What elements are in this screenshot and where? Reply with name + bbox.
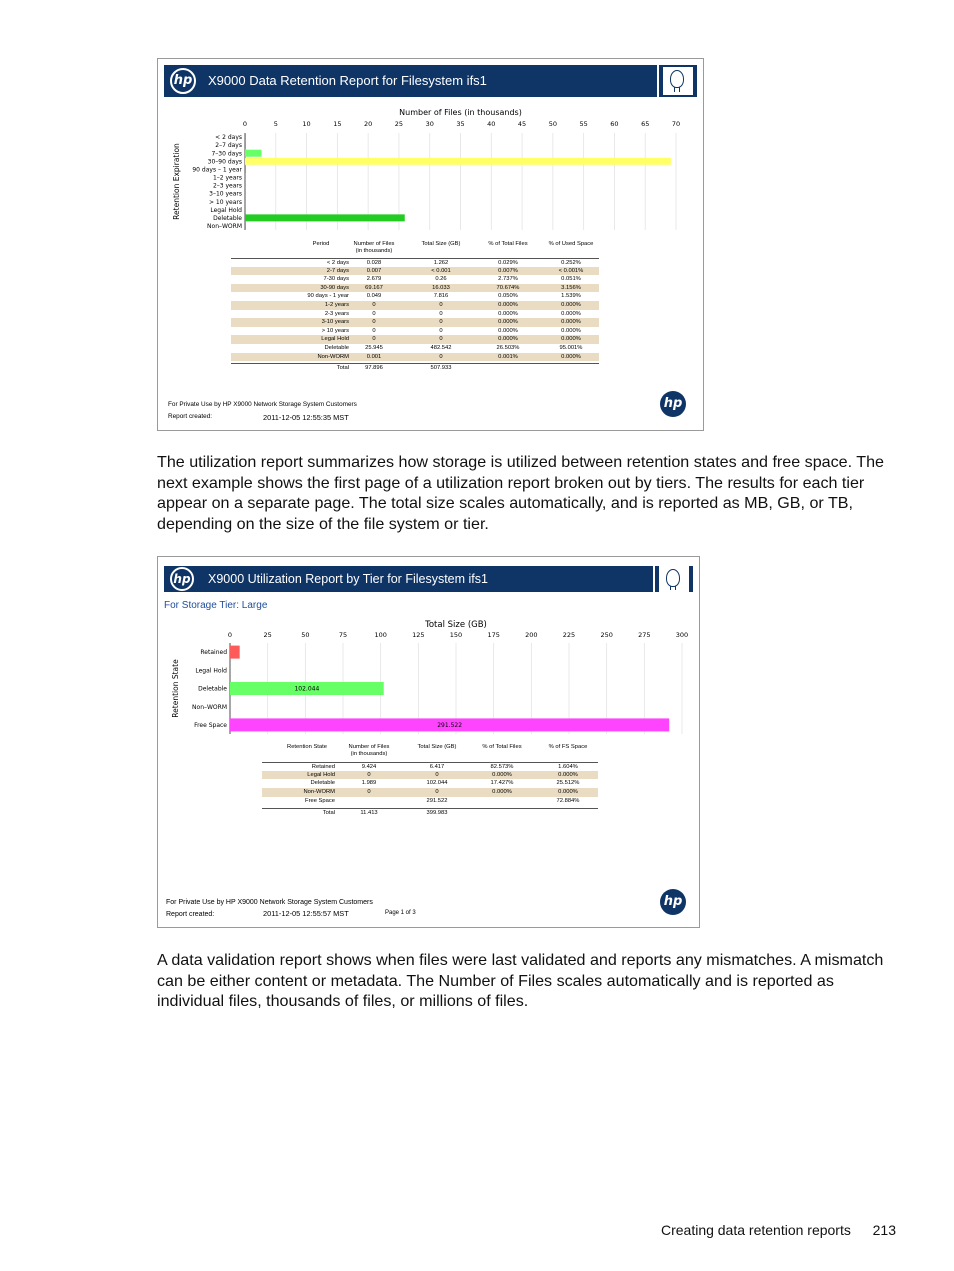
table-cell: 2.679 — [366, 276, 382, 283]
table-cell: 0.051% — [561, 276, 581, 283]
table-cell: 0 — [435, 789, 439, 796]
table-row — [231, 301, 599, 310]
utilization-paragraph: The utilization report summarizes how storage is utilized between retention states and free space. The next example shows the first page of a utilization report broken out by tiers. The results for each tier appear on a separate page. The total size scales automatically, and is reported as MB, GB, or TB, depending on the size of the file system or tier. — [157, 453, 884, 533]
table-cell: Free Space — [305, 797, 335, 804]
category-label: > 10 years — [209, 198, 242, 206]
x-tick-label: 125 — [412, 631, 425, 639]
table-cell: 0 — [372, 302, 376, 308]
table-header-cell: % of FS Space — [548, 744, 588, 750]
table-cell: Legal Hold — [307, 771, 335, 778]
data-bar — [245, 222, 246, 229]
table-cell: Non-WORM — [317, 353, 349, 360]
category-label: 7–30 days — [211, 150, 242, 158]
retention-report-figure — [157, 58, 704, 431]
hp-logo-icon: hp — [170, 68, 196, 94]
category-label: Legal Hold — [195, 667, 227, 675]
table-row — [231, 310, 599, 319]
x-tick-label: 55 — [579, 120, 588, 128]
utilization-bar-chart — [158, 557, 699, 737]
category-label: Non–WORM — [192, 703, 227, 711]
table-cell: 3-10 years — [321, 319, 349, 326]
x-tick-label: 50 — [301, 631, 310, 639]
x-tick-label: 20 — [364, 120, 373, 128]
table-row — [231, 318, 599, 327]
x-tick-label: 150 — [449, 631, 463, 639]
table-header-cell: % of Used Space — [548, 241, 594, 247]
x-tick-label: 225 — [562, 631, 576, 639]
x-tick-label: 0 — [227, 631, 233, 639]
x-tick-label: 50 — [548, 120, 557, 128]
table-cell: 291.522 — [426, 797, 448, 804]
table-cell: 0.26 — [435, 276, 447, 283]
table-cell: Non-WORM — [303, 789, 335, 796]
data-bar — [245, 134, 246, 141]
table-cell: 16.033 — [432, 284, 450, 291]
table-header-cell: Number of Files (in thousands) — [353, 241, 395, 254]
table-cell: 0 — [439, 336, 443, 343]
table-total-cell: 97.896 — [365, 365, 383, 372]
x-tick-label: 0 — [242, 120, 248, 128]
data-bar — [245, 166, 246, 173]
data-bar — [245, 214, 405, 221]
table-cell: 25.512% — [556, 780, 580, 787]
validation-paragraph: A data validation report shows when files were last validated and reports any mismatches. A mismatch can be either content or metadata. The Number of Files scales automatically and is reported as individual files, thousands of files, or millions of files. — [157, 951, 884, 1011]
table-cell: 0 — [372, 319, 376, 326]
report-title: X9000 Data Retention Report for Filesystem ifs1 — [208, 73, 487, 88]
table-cell: 0.049 — [366, 293, 382, 300]
table-cell: 0.000% — [498, 310, 518, 317]
chart-title: Total Size (GB) — [425, 620, 487, 630]
x-tick-label: 35 — [456, 120, 465, 128]
table-cell: 0.028 — [366, 260, 382, 266]
table-cell: 0.000% — [561, 353, 581, 360]
table-header-cell: Total Size (GB) — [421, 241, 461, 247]
table-cell: 90 days - 1 year — [307, 293, 349, 300]
table-cell: 0.000% — [561, 302, 581, 308]
utilization-report-figure — [157, 556, 700, 928]
x-tick-label: 5 — [273, 120, 278, 128]
table-row — [231, 344, 599, 353]
x-tick-label: 25 — [394, 120, 404, 128]
category-label: Free Space — [194, 722, 227, 729]
table-header-cell: % of Total Files — [482, 744, 522, 750]
hp-logo-icon: hp — [660, 889, 686, 915]
x-tick-label: 30 — [425, 120, 434, 128]
x-tick-label: 70 — [671, 120, 681, 128]
table-cell: 0 — [439, 310, 443, 317]
private-use-note: For Private Use by HP X9000 Network Storage System Customers — [168, 401, 357, 408]
table-row — [262, 797, 598, 806]
table-cell: 7.816 — [433, 293, 449, 300]
report-created-date: 2011-12-05 12:55:35 MST — [263, 413, 349, 422]
table-total-row — [231, 363, 599, 374]
table-cell: < 2 days — [326, 260, 349, 266]
table-cell: 0.000% — [561, 310, 581, 317]
table-total-cell: 507.933 — [430, 365, 452, 372]
table-cell: 0.050% — [498, 293, 518, 300]
table-cell: 0.000% — [492, 789, 512, 796]
table-cell: 0.252% — [561, 260, 581, 266]
table-cell: 0.000% — [561, 327, 581, 334]
hp-logo-icon: hp — [660, 391, 686, 417]
category-label: 90 days – 1 year — [192, 166, 242, 174]
section-title: Creating data retention reports — [660, 1222, 851, 1238]
table-cell: 0.000% — [558, 789, 578, 796]
table-cell: 7-30 days — [323, 276, 349, 283]
x-tick-label: 15 — [333, 120, 342, 128]
bar-value-label: 102.044 — [294, 685, 320, 693]
report-title: X9000 Utilization Report by Tier for Filesystem ifs1 — [208, 572, 488, 586]
table-cell: 17.427% — [490, 780, 514, 787]
category-label: Deletable — [213, 214, 242, 222]
category-label: < 2 days — [215, 134, 242, 142]
table-header-cell: % of Total Files — [488, 241, 528, 247]
table-cell: 2-7 days — [326, 267, 349, 274]
table-cell: 1.262 — [433, 260, 449, 266]
table-row — [231, 275, 599, 284]
category-label: Non–WORM — [207, 223, 242, 231]
table-cell: 0 — [439, 327, 443, 334]
table-cell: Retained — [311, 764, 335, 770]
x-tick-label: 300 — [675, 631, 689, 639]
table-cell: 1.539% — [561, 293, 581, 300]
category-label: Legal Hold — [210, 206, 242, 214]
table-cell: Legal Hold — [321, 336, 349, 343]
table-row — [231, 267, 599, 276]
table-cell: 69.167 — [365, 284, 383, 291]
table-cell: 0 — [439, 302, 443, 308]
category-label: 2–3 years — [212, 182, 242, 190]
table-cell: 0.007% — [498, 267, 518, 274]
y-axis-title: Retention State — [171, 659, 180, 718]
page-indicator: Page 1 of 3 — [385, 910, 416, 916]
table-cell: 1.989 — [361, 780, 377, 787]
table-row — [231, 284, 599, 293]
table-row — [231, 353, 599, 362]
table-cell: 0.000% — [558, 771, 578, 778]
bar-value-label: 291.522 — [437, 722, 463, 729]
x-tick-label: 40 — [487, 120, 496, 128]
table-cell: Deletable — [310, 780, 335, 787]
table-cell: 30-90 days — [320, 284, 349, 291]
data-bar — [245, 142, 246, 149]
chart-title: Number of Files (in thousands) — [399, 108, 522, 117]
table-row — [262, 771, 598, 780]
table-cell: 2-3 years — [324, 310, 349, 317]
hp-logo-icon: hp — [170, 567, 194, 591]
table-total-cell: 399.983 — [426, 809, 448, 816]
table-cell: 6.417 — [429, 764, 445, 770]
table-cell: 102.044 — [426, 780, 448, 787]
report-created-label: Report created: — [166, 911, 215, 918]
table-cell: 9.424 — [361, 764, 377, 770]
table-cell: 0 — [435, 771, 439, 778]
table-header-cell: Number of Files (in thousands) — [348, 744, 390, 757]
table-cell: 82.573% — [490, 764, 514, 770]
x-tick-label: 100 — [374, 631, 387, 639]
table-cell: 0.000% — [492, 771, 512, 778]
category-label: 2–7 days — [215, 142, 242, 150]
category-label: 3–10 years — [209, 190, 242, 198]
table-header-cell: Retention State — [287, 744, 327, 750]
table-total-row — [262, 808, 598, 819]
retention-bar-chart — [158, 59, 703, 239]
table-cell: 0 — [372, 327, 376, 334]
table-cell: 0.001% — [498, 353, 518, 360]
private-use-note: For Private Use by HP X9000 Network Storage System Customers — [166, 899, 373, 906]
x-tick-label: 60 — [610, 120, 619, 128]
table-cell: 0.000% — [498, 319, 518, 326]
category-label: Deletable — [198, 685, 227, 693]
x-tick-label: 200 — [525, 631, 538, 639]
table-cell: 95.001% — [559, 345, 583, 351]
table-header-cell: Total Size (GB) — [417, 744, 457, 750]
page-number: 213 — [872, 1222, 896, 1238]
table-cell: 2.737% — [498, 276, 518, 283]
page-footer — [661, 1222, 896, 1238]
report-created-label: Report created: — [168, 413, 213, 420]
x-tick-label: 45 — [517, 120, 527, 128]
x-tick-label: 275 — [638, 631, 651, 639]
data-bar — [230, 646, 240, 659]
table-cell: 0.000% — [498, 327, 518, 334]
table-cell: 3.156% — [561, 284, 581, 291]
table-cell: < 0.001 — [431, 267, 451, 274]
x-tick-label: 10 — [302, 120, 311, 128]
utilization-table — [262, 744, 602, 824]
table-cell: 0 — [439, 353, 443, 360]
table-cell: 482.542 — [430, 345, 452, 351]
table-row — [262, 788, 598, 797]
table-cell: 1.604% — [558, 764, 578, 770]
table-cell: 70.674% — [496, 284, 520, 291]
table-cell: > 10 years — [321, 327, 349, 334]
x-tick-label: 25 — [263, 631, 272, 639]
table-cell: < 0.001% — [558, 267, 584, 274]
x-tick-label: 250 — [600, 631, 613, 639]
table-cell: 0.000% — [498, 302, 518, 308]
table-cell: 0.029% — [498, 260, 518, 266]
table-cell: 0.000% — [561, 319, 581, 326]
table-cell: 0.000% — [561, 336, 581, 343]
table-row — [262, 779, 598, 788]
storage-tier-label: For Storage Tier: Large — [164, 600, 268, 611]
table-cell: 0 — [367, 771, 371, 778]
table-cell: 1-2 years — [324, 302, 349, 308]
table-row — [231, 335, 599, 344]
table-cell: 0 — [439, 319, 443, 326]
report-created-date: 2011-12-05 12:55:57 MST — [263, 909, 349, 918]
table-header-cell: Period — [312, 241, 330, 247]
table-cell: 26.503% — [496, 345, 520, 351]
table-row — [231, 327, 599, 336]
x-tick-label: 65 — [641, 120, 650, 128]
y-axis-title: Retention Expiration — [172, 143, 181, 220]
table-row — [231, 292, 599, 301]
table-cell: 0.001 — [366, 353, 382, 360]
table-cell: 0 — [372, 336, 376, 343]
table-cell: 0 — [372, 310, 376, 317]
category-label: Retained — [200, 649, 227, 657]
data-bar — [245, 150, 261, 157]
table-total-cell: Total — [322, 809, 335, 816]
table-cell: 25.945 — [365, 345, 383, 351]
table-cell: Deletable — [324, 345, 349, 351]
table-total-cell: Total — [336, 365, 349, 372]
table-cell: 0.000% — [498, 336, 518, 343]
table-cell: 72.884% — [556, 797, 580, 804]
x-tick-label: 175 — [487, 631, 500, 639]
retention-table — [231, 241, 601, 371]
x-tick-label: 75 — [338, 631, 348, 639]
category-label: 1–2 years — [212, 174, 242, 182]
category-label: 30–90 days — [207, 158, 242, 166]
table-cell: 0.007 — [366, 267, 382, 274]
table-total-cell: 11.413 — [360, 809, 378, 816]
data-bar — [245, 158, 671, 165]
table-cell: 0 — [367, 789, 371, 796]
